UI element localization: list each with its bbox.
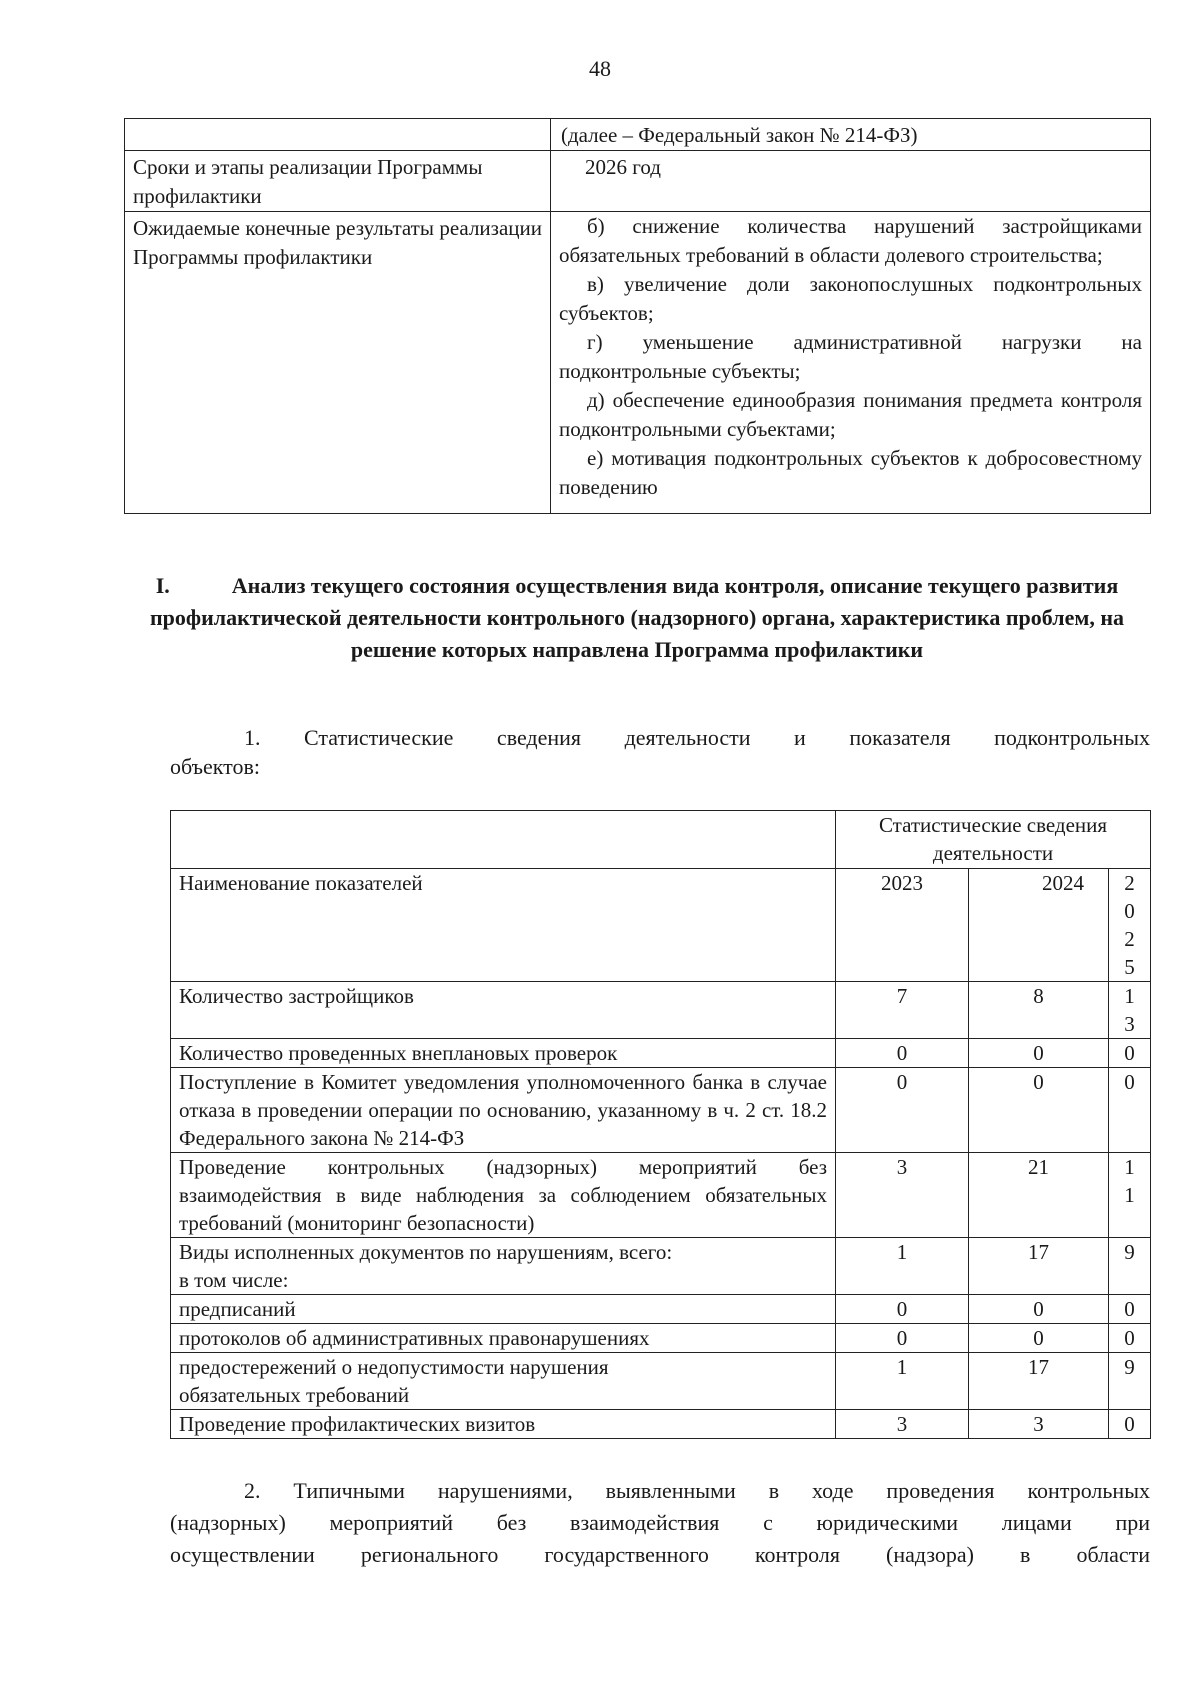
indicator-name: Поступление в Комитет уведомления уполномоченного банка в случае отказа в проведении операции по основанию, указанному в ч. 2 ст. 18.2 Федерального закона № 214-ФЗ xyxy=(171,1068,836,1153)
value-2025: 0 xyxy=(1109,1324,1151,1353)
table-row xyxy=(171,1068,1151,1153)
stats-name-header: Наименование показателей xyxy=(171,869,836,982)
indicator-name: Количество застройщиков xyxy=(171,982,836,1039)
value-2023: 7 xyxy=(836,982,969,1039)
indicator-name xyxy=(171,1238,836,1295)
table-row xyxy=(171,982,1151,1039)
year-2023-header: 2023 xyxy=(836,869,969,982)
intro-paragraph xyxy=(170,723,1150,781)
value-2024: 17 xyxy=(969,1238,1109,1295)
stats-group-header-row xyxy=(171,811,1151,869)
passport-label: Сроки и этапы реализации Программы профилактики xyxy=(125,151,551,212)
paragraph-2 xyxy=(170,1475,1150,1571)
value-2024: 21 xyxy=(969,1153,1109,1238)
value-digit: 3 xyxy=(1124,1012,1135,1036)
passport-label: Ожидаемые конечные результаты реализации Программы профилактики xyxy=(125,212,551,514)
value-2024: 17 xyxy=(969,1353,1109,1410)
table-row xyxy=(171,1153,1151,1238)
indicator-name: Проведение контрольных (надзорных) мероприятий без взаимодействия в виде наблюдения за соблюдением обязательных требований (мониторинг безопасности) xyxy=(171,1153,836,1238)
value-2023: 0 xyxy=(836,1068,969,1153)
indicator-name: предписаний xyxy=(171,1295,836,1324)
year-2025-header xyxy=(1109,869,1151,982)
value-digit: 2 xyxy=(1124,871,1135,895)
value-2025: 9 xyxy=(1109,1353,1151,1410)
passport-value: 2026 год xyxy=(551,151,1151,212)
passport-row xyxy=(125,119,1151,151)
value-2025: 0 xyxy=(1109,1039,1151,1068)
expected-result-g: г) уменьшение административной нагрузки на подконтрольные субъекты; xyxy=(559,330,1142,383)
paragraph-line: (надзорных) мероприятий без взаимодействия с юридическими лицами при xyxy=(170,1510,1150,1535)
passport-value: (далее – Федеральный закон № 214-ФЗ) xyxy=(551,119,1151,151)
value-2025: 0 xyxy=(1109,1410,1151,1439)
value-2023: 1 xyxy=(836,1353,969,1410)
expected-result-e: е) мотивация подконтрольных субъектов к добросовестному поведению xyxy=(559,446,1142,499)
table-row xyxy=(171,1039,1151,1068)
value-2023: 0 xyxy=(836,1295,969,1324)
section-number: I. xyxy=(155,573,170,598)
value-digit: 0 xyxy=(1124,899,1135,923)
value-digit: 5 xyxy=(1124,955,1135,979)
value-2024: 8 xyxy=(969,982,1109,1039)
program-passport-table xyxy=(124,118,1151,514)
expected-result-d: д) обеспечение единообразия понимания предмета контроля подконтрольными субъектами; xyxy=(559,388,1142,441)
value-digit: 1 xyxy=(1124,1155,1135,1179)
table-row xyxy=(171,1353,1151,1410)
indicator-name: Количество проведенных внеплановых проверок xyxy=(171,1039,836,1068)
table-row xyxy=(171,1410,1151,1439)
value-2023: 3 xyxy=(836,1153,969,1238)
value-2024: 0 xyxy=(969,1068,1109,1153)
year-2024-header: 2024 xyxy=(969,869,1109,982)
value-2024: 0 xyxy=(969,1039,1109,1068)
paragraph-line: 2. Типичными нарушениями, выявленными в ходе проведения контрольных xyxy=(244,1478,1150,1503)
table-row xyxy=(171,1324,1151,1353)
expected-result-b: б) снижение количества нарушений застройщиками обязательных требований в области долевого строительства; xyxy=(559,214,1142,267)
value-2025: 0 xyxy=(1109,1295,1151,1324)
intro-line: 1. Статистические сведения деятельности и показателя подконтрольных xyxy=(244,725,1150,750)
passport-row xyxy=(125,151,1151,212)
page-number: 48 xyxy=(589,56,611,81)
value-digit: 2 xyxy=(1124,927,1135,951)
value-2023: 3 xyxy=(836,1410,969,1439)
value-2023: 1 xyxy=(836,1238,969,1295)
value-2024: 0 xyxy=(969,1324,1109,1353)
indicator-name: протоколов об административных правонарушениях xyxy=(171,1324,836,1353)
expected-result-v: в) увеличение доли законопослушных подконтрольных субъектов; xyxy=(559,272,1142,325)
indicator-name: Проведение профилактических визитов xyxy=(171,1410,836,1439)
indicator-name-subline: в том числе: xyxy=(179,1268,289,1292)
value-2023: 0 xyxy=(836,1324,969,1353)
value-digit: 1 xyxy=(1124,1183,1135,1207)
table-row xyxy=(171,1295,1151,1324)
table-row xyxy=(171,1238,1151,1295)
intro-line: объектов: xyxy=(170,754,261,779)
value-2024: 3 xyxy=(969,1410,1109,1439)
statistics-table xyxy=(170,810,1151,1439)
value-2023: 0 xyxy=(836,1039,969,1068)
section-title: Анализ текущего состояния осуществления вида контроля, описание текущего развития профилактической деятельности контрольного (надзорного) органа, характеристика проблем, на решение которых направлена Программа профилактики xyxy=(149,573,1125,662)
passport-value xyxy=(551,212,1151,514)
indicator-name-line: Виды исполненных документов по нарушениям, всего: xyxy=(179,1240,673,1264)
value-2025 xyxy=(1109,982,1151,1039)
stats-empty-header-cell xyxy=(171,811,836,869)
value-2025: 0 xyxy=(1109,1068,1151,1153)
value-2025 xyxy=(1109,1153,1151,1238)
stats-group-header: Статистические сведения деятельности xyxy=(836,811,1151,869)
paragraph-line: осуществлении регионального государственного контроля (надзора) в области xyxy=(170,1542,1150,1567)
value-digit: 1 xyxy=(1124,984,1135,1008)
passport-label xyxy=(125,119,551,151)
passport-row xyxy=(125,212,1151,514)
stats-year-header-row xyxy=(171,869,1151,982)
value-2024: 0 xyxy=(969,1295,1109,1324)
value-2025: 9 xyxy=(1109,1238,1151,1295)
indicator-name: предостережений о недопустимости нарушения обязательных требований xyxy=(171,1353,836,1410)
section-heading xyxy=(124,570,1150,666)
